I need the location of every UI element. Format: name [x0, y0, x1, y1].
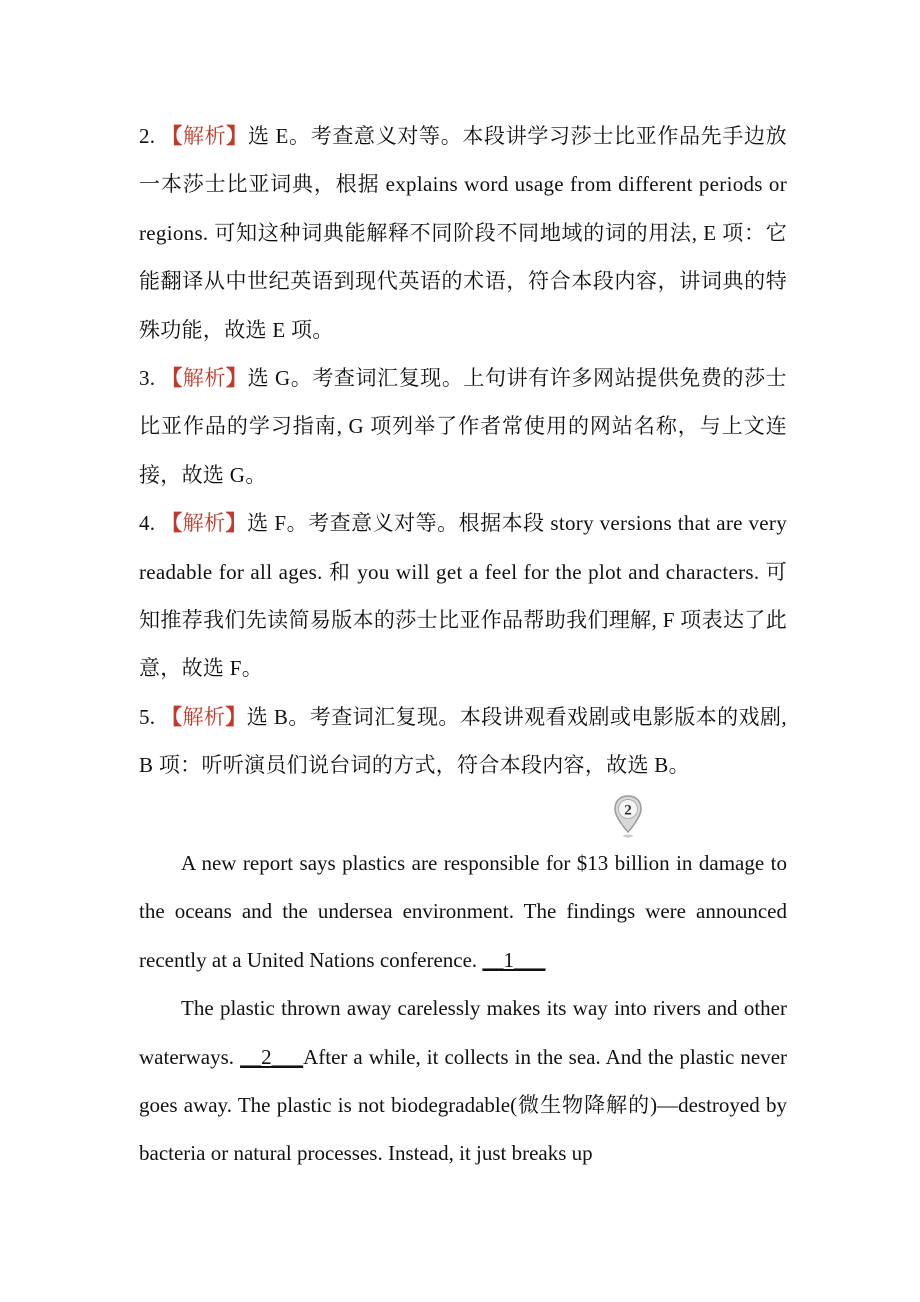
analysis-tag: 【解析】: [161, 124, 248, 148]
answer-text: 选 F。考查意义对等。根据本段 story versions that are very readable for all ages. 和 you will get a feel for the plot and characters. 可知推荐我们先读简易版本的莎士比亚作品帮助我们理解, F 项表达了此意，故选 F。: [139, 511, 788, 681]
answer-text: 选 G。考查词汇复现。上句讲有许多网站提供免费的莎士比亚作品的学习指南, G 项列举了作者常使用的网站名称，与上文连接，故选 G。: [139, 366, 787, 487]
answer-number: 2.: [139, 124, 156, 148]
answer-item-5: [139, 693, 787, 790]
analysis-tag: 【解析】: [161, 704, 247, 729]
answer-item-4: [139, 499, 787, 693]
blank-1: __1___: [482, 947, 546, 972]
answer-text: 选 E。考查意义对等。本段讲学习莎士比亚作品先手边放一本莎士比亚词典，根据 explains word usage from different periods or regions. 可知这种词典能解释不同阶段不同地域的词的用法, E 项：它能翻译从中世纪英语到现代英语的术语，符合本段内容，讲词典的特殊功能，故选 E 项。: [139, 124, 787, 342]
document-page: [139, 112, 788, 1166]
blank-2: __2___: [240, 1044, 304, 1069]
answer-text: 选 B。考查词汇复现。本段讲观看戏剧或电影版本的戏剧, B 项：听听演员们说台词的方式，符合本段内容，故选 B。: [139, 704, 787, 778]
section-marker-number: 2: [624, 802, 632, 819]
answer-item-3: [139, 354, 787, 499]
section-marker-icon: [612, 794, 644, 840]
answer-number: 3.: [139, 366, 156, 391]
passage-paragraph-1: A new report says plastics are responsible for $13 billion in damage to the oceans and the undersea environment. The findings were announced recently at a United Nations conference. __1___: [139, 851, 787, 972]
answer-number: 4.: [139, 511, 156, 536]
answer-item-2: [139, 112, 787, 354]
reading-passage: [139, 839, 787, 1178]
analysis-tag: 【解析】: [161, 511, 248, 536]
answer-number: 5.: [139, 704, 156, 729]
passage-paragraph-2: The plastic thrown away carelessly makes its way into rivers and other waterways. __2___After a while, it collects in the sea. And the plastic never goes away. The plastic is not biodegradable(微生物降解的)—destroyed by bacteria or natural processes. Instead, it just breaks up: [139, 996, 788, 1166]
analysis-tag: 【解析】: [161, 366, 248, 391]
